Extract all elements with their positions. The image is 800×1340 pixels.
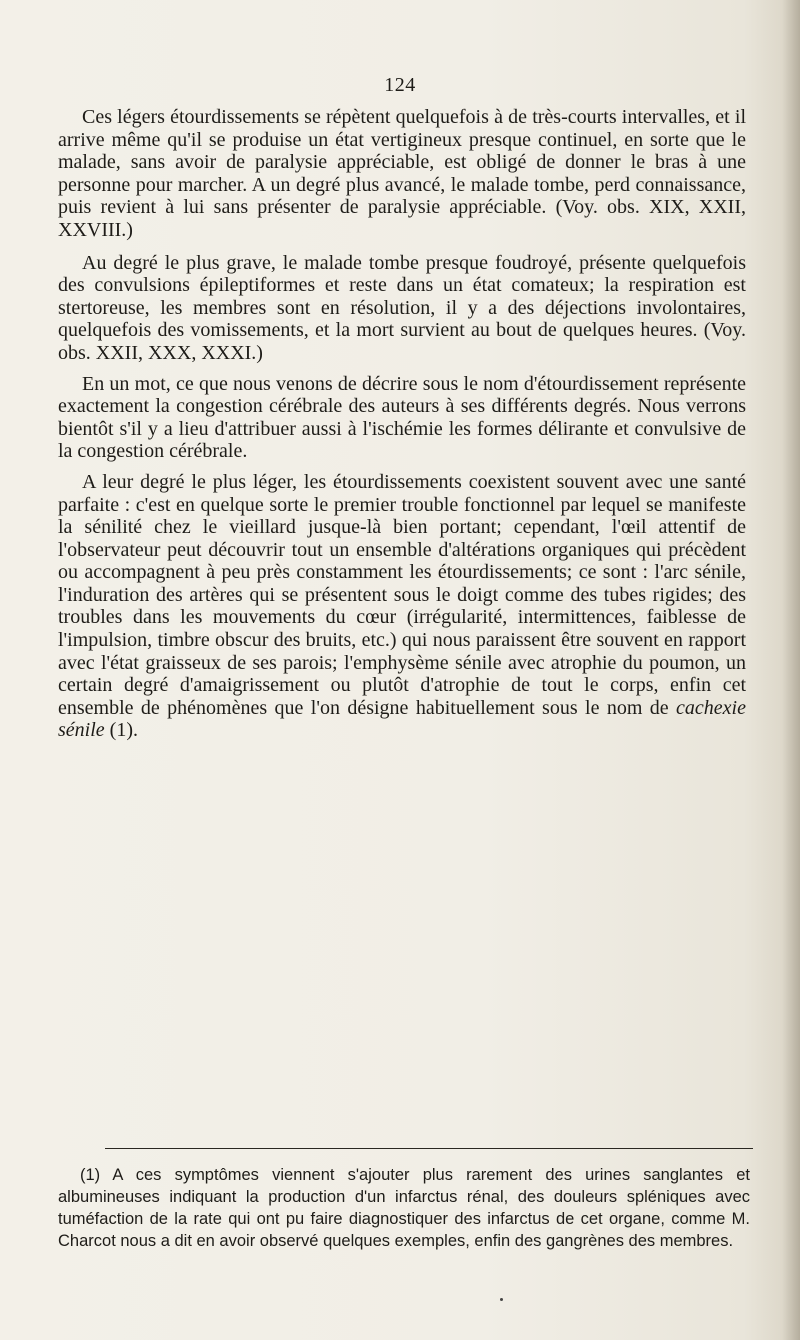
ink-speck — [500, 1298, 503, 1301]
footnote-separator — [105, 1148, 753, 1149]
term-cachexie-senile: cachexie sénile — [58, 696, 746, 742]
paragraph-en-un-mot: En un mot, ce que nous venons de décrire sous le nom d'étourdissement représente exactement la congestion cérébrale des auteurs à ses différents degrés. Nous verrons bientôt s'il y a lieu d'attribuer aussi à l'ischémie les formes délirante et convulsive de la congestion cérébrale. — [58, 372, 746, 463]
page-edge-shadow — [782, 0, 800, 1340]
paragraph-degre-leger: A leur degré le plus léger, les étourdissements coexistent souvent avec une santé parfaite : c'est en quelque sorte le premier trouble fonctionnel par lequel se manifeste la sénilité chez le vieillard jusque-là bien portant; cependant, l'œil attentif de l'observateur peut découvrir tout un ensemble d'altérations organiques qui précèdent ou accompagnent à peu près constamment les étourdissements; ce sont : l'arc sénile, l'induration des artères qui se présentent sous le doigt comme des tubes rigides; des troubles dans les mouvements du cœur (irrégularité, intermittences, faiblesse de l'impulsion, timbre obscur des bruits, etc.) qui nous paraissent être souvent en rapport avec l'état graisseux de ses parois; l'emphysème sénile avec atrophie du poumon, un certain degré d'amaigrissement ou plutôt d'atrophie de tout le corps, enfin cet ensemble de phénomènes que l'on désigne habituellement sous le nom de cachexie sénile (1). — [58, 470, 746, 742]
page-number: 124 — [384, 74, 416, 96]
footnote: (1) A ces symptômes viennent s'ajouter plus rarement des urines sanglantes et albumineuses indiquant la production d'un infarctus rénal, des douleurs spléniques avec tuméfaction de la rate qui ont pu faire diagnostiquer des infarctus de cet organe, comme M. Charcot nous a dit en avoir observé quelques exemples, enfin des gangrènes des membres. — [58, 1166, 750, 1250]
main-text — [58, 106, 746, 750]
paragraph-etourdissements: Ces légers étourdissements se répètent quelquefois à de très-courts intervalles, et il arrive même qu'il se produise un état vertigineux presque continuel, en sorte que le malade, sans avoir de paralysie appréciable, est obligé de donner le bras à une personne pour marcher. A un degré plus avancé, le malade tombe, perd connaissance, puis revient à lui sans présenter de paralysie appréciable. (Voy. obs. XIX, XXII, XXVIII.) — [58, 106, 746, 241]
paragraph-degre-grave: Au degré le plus grave, le malade tombe presque foudroyé, présente quelquefois des convulsions épileptiformes et reste dans un état comateux; la respiration est stertoreuse, les membres sont en résolution, il y a des déjections involontaires, quelquefois des vomissements, et la mort survient au bout de quelques heures. (Voy. obs. XXII, XXX, XXXI.) — [58, 251, 746, 364]
